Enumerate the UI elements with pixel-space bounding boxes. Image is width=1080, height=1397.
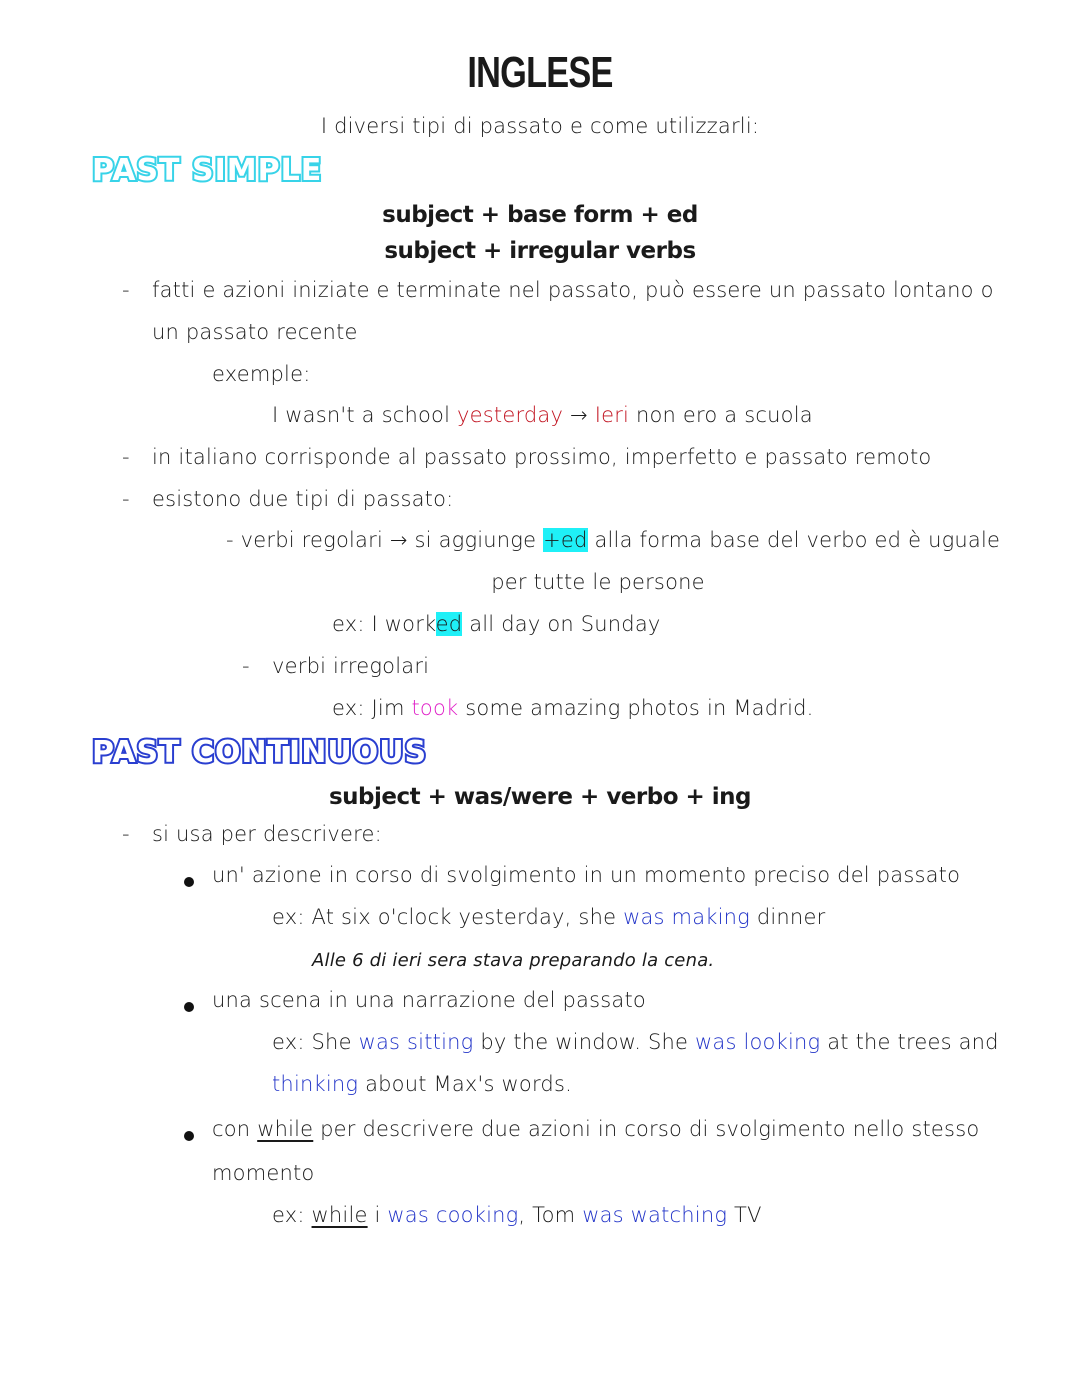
use-1-translation: Alle 6 di ieri sera stava preparando la cena.: [312, 950, 715, 971]
use-1-example-rest: dinner: [749, 905, 826, 929]
use-2-example-cont: [272, 1072, 572, 1096]
use-1-example-verb: was making: [623, 905, 750, 929]
dash-marker: -: [122, 278, 130, 302]
dash-marker: -: [122, 487, 130, 511]
use-2-example-mid: by the window. She: [473, 1030, 696, 1054]
example-label: exemple:: [212, 362, 311, 386]
use-3-example-while: while: [311, 1203, 368, 1227]
use-1-example: [272, 905, 825, 929]
past-simple-point-1: fatti e azioni iniziate e terminate nel passato, può essere un passato lontano o: [152, 278, 994, 302]
regular-verbs-rule: alla forma base del verbo ed è uguale: [587, 528, 1001, 552]
use-2-example-text: ex: She: [272, 1030, 359, 1054]
use-3-example-verb-2: was watching: [582, 1203, 728, 1227]
use-3-example-mid: , Tom: [518, 1203, 583, 1227]
page-title: INGLESE: [467, 48, 613, 97]
example-2-ed-highlight: ed: [435, 612, 463, 636]
page-subtitle: I diversi tipi di passato e come utilizzarli:: [320, 114, 760, 138]
use-3-rest: per descrivere due azioni in corso di svolgimento nello stesso: [313, 1117, 980, 1141]
past-simple-point-1-cont: un passato recente: [152, 320, 358, 344]
example-3-keyword: took: [411, 696, 459, 720]
past-simple-formula-2: subject + irregular verbs: [384, 238, 696, 264]
dash-marker: -: [122, 822, 130, 846]
example-1-translation: non ero a scuola: [629, 403, 813, 427]
past-continuous-use-3: [212, 1117, 979, 1141]
use-3-example-end: TV: [727, 1203, 762, 1227]
past-continuous-heading: PAST CONTINUOUS: [92, 735, 428, 770]
example-1-arrow: →: [563, 403, 595, 427]
past-simple-formula-1: subject + base form + ed: [382, 202, 698, 228]
example-1: [272, 403, 813, 427]
use-3-text: con: [212, 1117, 258, 1141]
past-continuous-use-1: un' azione in corso di svolgimento in un momento preciso del passato: [212, 863, 961, 887]
example-2-text: ex: I work: [332, 612, 436, 636]
use-3-example-subject: i: [367, 1203, 388, 1227]
example-2-rest: all day on Sunday: [462, 612, 661, 636]
example-1-translation-keyword: Ieri: [594, 403, 630, 427]
use-2-example-rest: at the trees and: [820, 1030, 999, 1054]
use-2-example-end: about Max's words.: [358, 1072, 572, 1096]
while-keyword: while: [257, 1117, 314, 1141]
irregular-verbs-line: verbi irregolari: [272, 654, 430, 678]
dash-marker: -: [122, 445, 130, 469]
regular-verbs-text: - verbi regolari → si aggiunge: [226, 528, 544, 552]
use-2-example: [272, 1030, 999, 1054]
use-1-example-text: ex: At six o'clock yesterday, she: [272, 905, 624, 929]
past-continuous-use-2: una scena in una narrazione del passato: [212, 988, 646, 1012]
example-1-text: I wasn't a school: [272, 403, 457, 427]
example-3-text: ex: Jim: [332, 696, 412, 720]
past-continuous-intro: si usa per descrivere:: [152, 822, 382, 846]
regular-verbs-line-2: per tutte le persone: [491, 570, 705, 594]
use-2-example-verb-3: thinking: [272, 1072, 359, 1096]
past-continuous-use-3-cont: momento: [212, 1161, 315, 1185]
use-3-example-verb-1: was cooking: [387, 1203, 519, 1227]
bullet-dot: [184, 997, 194, 1016]
example-3: [332, 696, 814, 720]
past-simple-point-3: esistono due tipi di passato:: [152, 487, 454, 511]
use-2-example-verb-1: was sitting: [358, 1030, 474, 1054]
use-3-example-label: ex:: [272, 1203, 312, 1227]
example-1-keyword: yesterday: [457, 403, 564, 427]
example-3-rest: some amazing photos in Madrid.: [458, 696, 814, 720]
ed-highlight: +ed: [543, 528, 588, 552]
past-continuous-formula: subject + was/were + verbo + ing: [328, 784, 752, 810]
dash-marker: -: [242, 654, 250, 678]
regular-verbs-line: [226, 528, 1000, 552]
use-3-example: [272, 1203, 762, 1227]
past-simple-point-2: in italiano corrisponde al passato prossimo, imperfetto e passato remoto: [152, 445, 932, 469]
past-simple-heading: PAST SIMPLE: [92, 153, 323, 188]
bullet-dot: [184, 872, 194, 891]
example-2: [332, 612, 661, 636]
bullet-dot: [184, 1126, 194, 1145]
use-2-example-verb-2: was looking: [695, 1030, 821, 1054]
